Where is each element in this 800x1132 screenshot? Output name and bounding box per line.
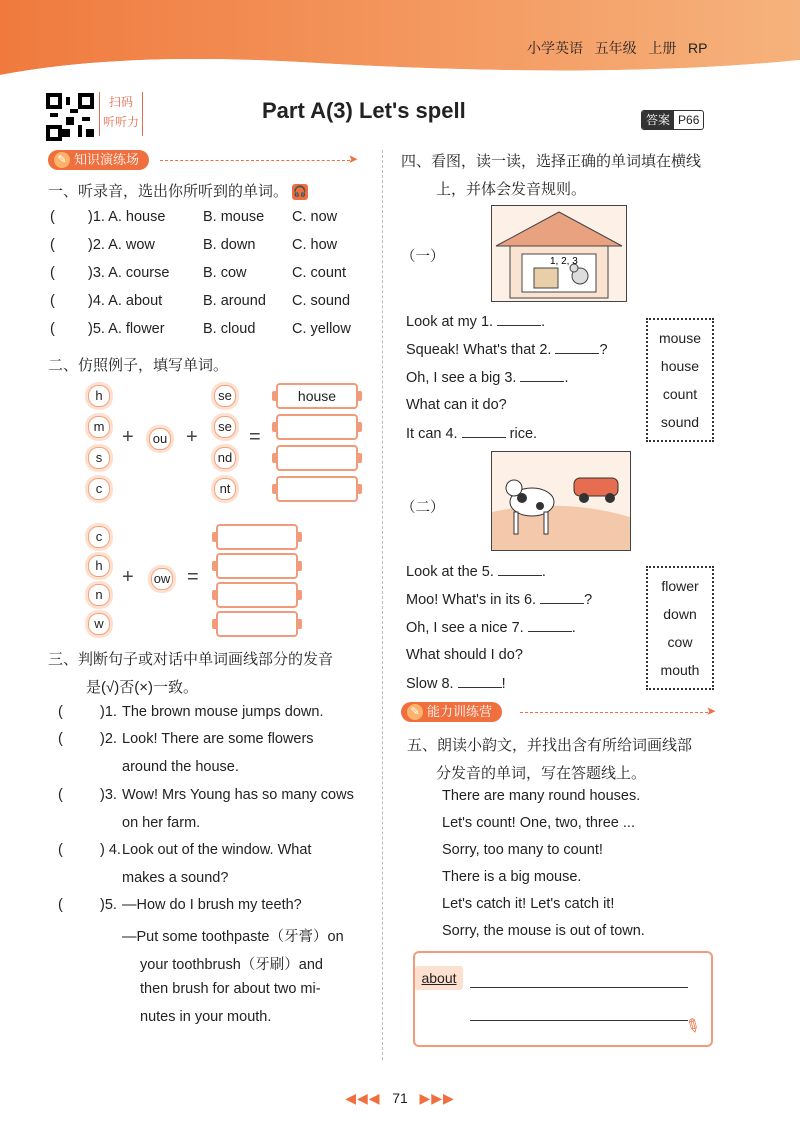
word-bank-item: flower xyxy=(661,578,699,594)
answer-box[interactable] xyxy=(216,524,298,550)
qr-code-icon[interactable] xyxy=(46,93,94,141)
item-line: around the house. xyxy=(122,759,239,775)
item-line: Look! There are some flowers xyxy=(122,731,314,747)
item-number: )1. xyxy=(100,704,117,720)
about-tag xyxy=(415,966,463,990)
part5-heading-2: 分发音的单词，写在答题线上。 xyxy=(436,765,647,782)
fill-blank[interactable] xyxy=(462,425,506,438)
pencil-icon: ✎ xyxy=(681,1013,705,1039)
part1-heading xyxy=(48,180,308,201)
poem-line: Sorry, the mouse is out of town. xyxy=(442,923,645,939)
dialogue-line xyxy=(406,619,576,636)
answer-line-2[interactable] xyxy=(470,1020,688,1021)
item-line: —Put some toothpaste（牙膏）on xyxy=(122,929,344,945)
answer-box-example: house xyxy=(276,383,358,409)
item-line: on her farm. xyxy=(122,815,201,831)
option-c: C. sound xyxy=(292,293,351,309)
letter-bubble: n xyxy=(88,584,110,606)
poem-line: Let's catch it! Let's catch it! xyxy=(442,896,615,912)
equals-sign: = xyxy=(249,426,261,448)
part4-heading-1: 四、看图，读一读，选择正确的单词填在横线 xyxy=(401,153,702,170)
letter-bubble: h xyxy=(88,555,110,577)
pencil-icon: ✎ xyxy=(407,704,423,720)
ending-bubble: nt xyxy=(214,478,236,500)
dialogue-line xyxy=(406,397,507,413)
plus-sign: + xyxy=(122,566,134,588)
word-bank-item: mouse xyxy=(658,330,702,346)
fill-blank[interactable] xyxy=(497,313,541,326)
answer-page: P66 xyxy=(678,113,700,127)
dash-divider xyxy=(520,712,708,713)
volume-label: 上册 xyxy=(648,40,677,56)
page-title: Part A(3) Let's spell xyxy=(262,98,466,123)
option-b: B. mouse xyxy=(203,209,265,225)
fill-blank[interactable] xyxy=(540,591,584,604)
dialogue-line xyxy=(406,591,592,608)
answer-box[interactable] xyxy=(276,445,358,471)
dialogue-text: Moo! What's in its 6. xyxy=(406,592,537,608)
plus-sign: + xyxy=(122,426,134,448)
word-bank-item: down xyxy=(663,606,697,622)
cow-car-illustration xyxy=(492,452,630,550)
poem-line: Sorry, too many to count! xyxy=(442,842,603,858)
answer-badge[interactable] xyxy=(641,110,704,130)
answer-paren[interactable]: ( xyxy=(50,321,55,337)
page-number: 71 xyxy=(392,1090,408,1106)
answer-paren[interactable]: ( xyxy=(50,209,55,225)
dialogue-end: . xyxy=(541,314,546,330)
word-bank-item: cow xyxy=(667,634,693,650)
dialogue-line xyxy=(406,369,569,386)
option-b: B. cloud xyxy=(203,321,256,337)
dialogue-text: What should I do? xyxy=(406,647,523,663)
fill-blank[interactable] xyxy=(520,369,564,382)
part3-heading-1: 三、判断句子或对话中单词画线部分的发音 xyxy=(48,651,334,668)
dialogue-line xyxy=(406,647,523,663)
series-label: 小学英语 xyxy=(527,40,583,56)
dialogue-end: . xyxy=(564,370,569,386)
dialogue-line xyxy=(406,425,537,442)
dialogue-end: ? xyxy=(584,592,593,608)
option-c: C. now xyxy=(292,209,338,225)
letter-bubble: c xyxy=(88,478,110,500)
answer-paren[interactable]: ( xyxy=(50,237,55,253)
word-bank-2 xyxy=(646,566,714,690)
dialogue-end: ? xyxy=(599,342,608,358)
item-line: Wow! Mrs Young has so many cows xyxy=(122,787,354,803)
answer-box[interactable] xyxy=(216,553,298,579)
answer-box[interactable] xyxy=(276,414,358,440)
letter-bubble: h xyxy=(88,385,110,407)
ending-bubble: se xyxy=(214,385,236,407)
dialogue-text: Look at the 5. xyxy=(406,564,494,580)
about-word: about xyxy=(421,970,457,986)
item-line: The brown mouse jumps down. xyxy=(122,704,324,720)
fill-blank[interactable] xyxy=(528,619,572,632)
dialogue-text: Squeak! What's that 2. xyxy=(406,342,552,358)
mouse-house-picture xyxy=(491,205,627,302)
dialogue-line xyxy=(406,341,608,358)
dialogue-line xyxy=(406,563,546,580)
item-line: your toothbrush（牙刷）and xyxy=(140,957,323,973)
word-bank-item: count xyxy=(662,386,698,402)
item-number: )3. xyxy=(100,787,117,803)
column-divider xyxy=(382,150,383,1060)
mid-bubble: ou xyxy=(149,428,171,450)
group1-label: （一） xyxy=(401,249,445,265)
item-number: )5. xyxy=(100,897,117,913)
ending-bubble: se xyxy=(214,416,236,438)
item-line: —How do I brush my teeth? xyxy=(122,897,302,913)
letter-bubble: c xyxy=(88,526,110,548)
part4-heading-2: 上，并体会发音规则。 xyxy=(436,181,587,198)
letter-bubble: s xyxy=(88,447,110,469)
group2-label: （二） xyxy=(401,500,445,516)
fill-blank[interactable] xyxy=(555,341,599,354)
dialogue-text: Oh, I see a nice 7. xyxy=(406,620,524,636)
item-line: Look out of the window. What xyxy=(122,842,312,858)
ending-bubble: nd xyxy=(214,447,236,469)
page-footer xyxy=(0,1090,800,1107)
item-line: nutes in your mouth. xyxy=(140,1009,272,1025)
answer-box[interactable] xyxy=(216,582,298,608)
scan-text: 扫码 xyxy=(108,95,133,109)
picture-count-text: 1, 2, 3 xyxy=(550,256,578,267)
fill-blank[interactable] xyxy=(458,675,502,688)
section-tag-practice xyxy=(48,150,149,170)
dialogue-line xyxy=(406,313,545,330)
dialogue-end: ! xyxy=(501,676,506,692)
answer-paren[interactable]: ( xyxy=(58,731,63,747)
word-bank-item: house xyxy=(660,358,700,374)
option-b: B. down xyxy=(203,237,256,253)
item-number: )2. xyxy=(100,731,117,747)
part1-heading-text: 一、听录音，选出你所听到的单词。 xyxy=(48,183,289,200)
section-tag-label: 能力训练营 xyxy=(427,704,493,719)
option-c: C. yellow xyxy=(292,321,351,337)
answer-box[interactable] xyxy=(216,611,298,637)
poem-line: Let's count! One, two, three ... xyxy=(442,815,635,831)
dialogue-text: Oh, I see a big 3. xyxy=(406,370,517,386)
option-a: )1. A. house xyxy=(88,209,166,225)
cow-car-picture xyxy=(491,451,631,551)
answer-paren[interactable]: ( xyxy=(50,293,55,309)
arrow-icon: ➤ xyxy=(706,704,717,718)
option-a: )5. A. flower xyxy=(88,321,165,337)
listen-text: 听听力 xyxy=(102,115,139,129)
option-c: C. count xyxy=(292,265,346,281)
answer-paren[interactable]: ( xyxy=(50,265,55,281)
section-tag-label: 知识演练场 xyxy=(74,152,140,167)
dialogue-end: rice. xyxy=(505,426,538,442)
edition-label: RP xyxy=(688,40,708,56)
dash-divider xyxy=(160,160,350,161)
dialogue-line xyxy=(406,675,506,692)
answer-box[interactable] xyxy=(276,476,358,502)
part5-heading-1: 五、朗读小韵文，并找出含有所给词画线部 xyxy=(407,737,693,754)
letter-bubble: m xyxy=(88,416,110,438)
poem-line: There are many round houses. xyxy=(442,788,641,804)
word-bank-item: sound xyxy=(660,414,700,430)
item-line: makes a sound? xyxy=(122,870,229,886)
left-arrows-icon: ◀◀◀ xyxy=(345,1090,381,1106)
dialogue-text: What can it do? xyxy=(406,397,507,413)
part3-heading-2: 是(√)否(×)一致。 xyxy=(86,679,198,696)
equals-sign: = xyxy=(187,566,199,588)
headphones-icon[interactable]: 🎧 xyxy=(293,186,308,199)
item-line: then brush for about two mi- xyxy=(140,981,321,997)
dialogue-end: . xyxy=(541,564,546,580)
pencil-icon: ✎ xyxy=(54,152,70,168)
grade-label: 五年级 xyxy=(594,40,637,56)
scan-listen-label xyxy=(99,92,143,136)
header-info xyxy=(527,38,707,58)
option-b: B. cow xyxy=(203,265,247,281)
answer-paren[interactable]: ( xyxy=(58,704,63,720)
answer-paren[interactable]: ( xyxy=(58,842,63,858)
option-b: B. around xyxy=(203,293,266,309)
poem-line: There is a big mouse. xyxy=(442,869,582,885)
answer-paren[interactable]: ( xyxy=(58,787,63,803)
dialogue-text: It can 4. xyxy=(406,426,458,442)
option-a: )3. A. course xyxy=(88,265,170,281)
dialogue-text: Slow 8. xyxy=(406,676,454,692)
part2-heading: 二、仿照例子，填写单词。 xyxy=(48,357,229,374)
word-bank-item: mouth xyxy=(660,662,700,678)
section-tag-ability xyxy=(401,702,502,722)
option-a: )2. A. wow xyxy=(88,237,155,253)
dialogue-text: Look at my 1. xyxy=(406,314,494,330)
letter-bubble: w xyxy=(88,613,110,635)
fill-blank[interactable] xyxy=(498,563,542,576)
word-bank-1 xyxy=(646,318,714,442)
item-number: ) 4. xyxy=(100,842,121,858)
right-arrows-icon: ▶▶▶ xyxy=(419,1090,455,1106)
house-illustration xyxy=(492,206,626,301)
option-a: )4. A. about xyxy=(88,293,163,309)
answer-line-1[interactable] xyxy=(470,987,688,988)
dialogue-end: . xyxy=(571,620,576,636)
option-c: C. how xyxy=(292,237,338,253)
arrow-icon: ➤ xyxy=(348,152,359,166)
answer-label: 答案 xyxy=(642,111,674,129)
answer-paren[interactable]: ( xyxy=(58,897,63,913)
mid-bubble: ow xyxy=(151,568,173,590)
plus-sign: + xyxy=(186,426,198,448)
